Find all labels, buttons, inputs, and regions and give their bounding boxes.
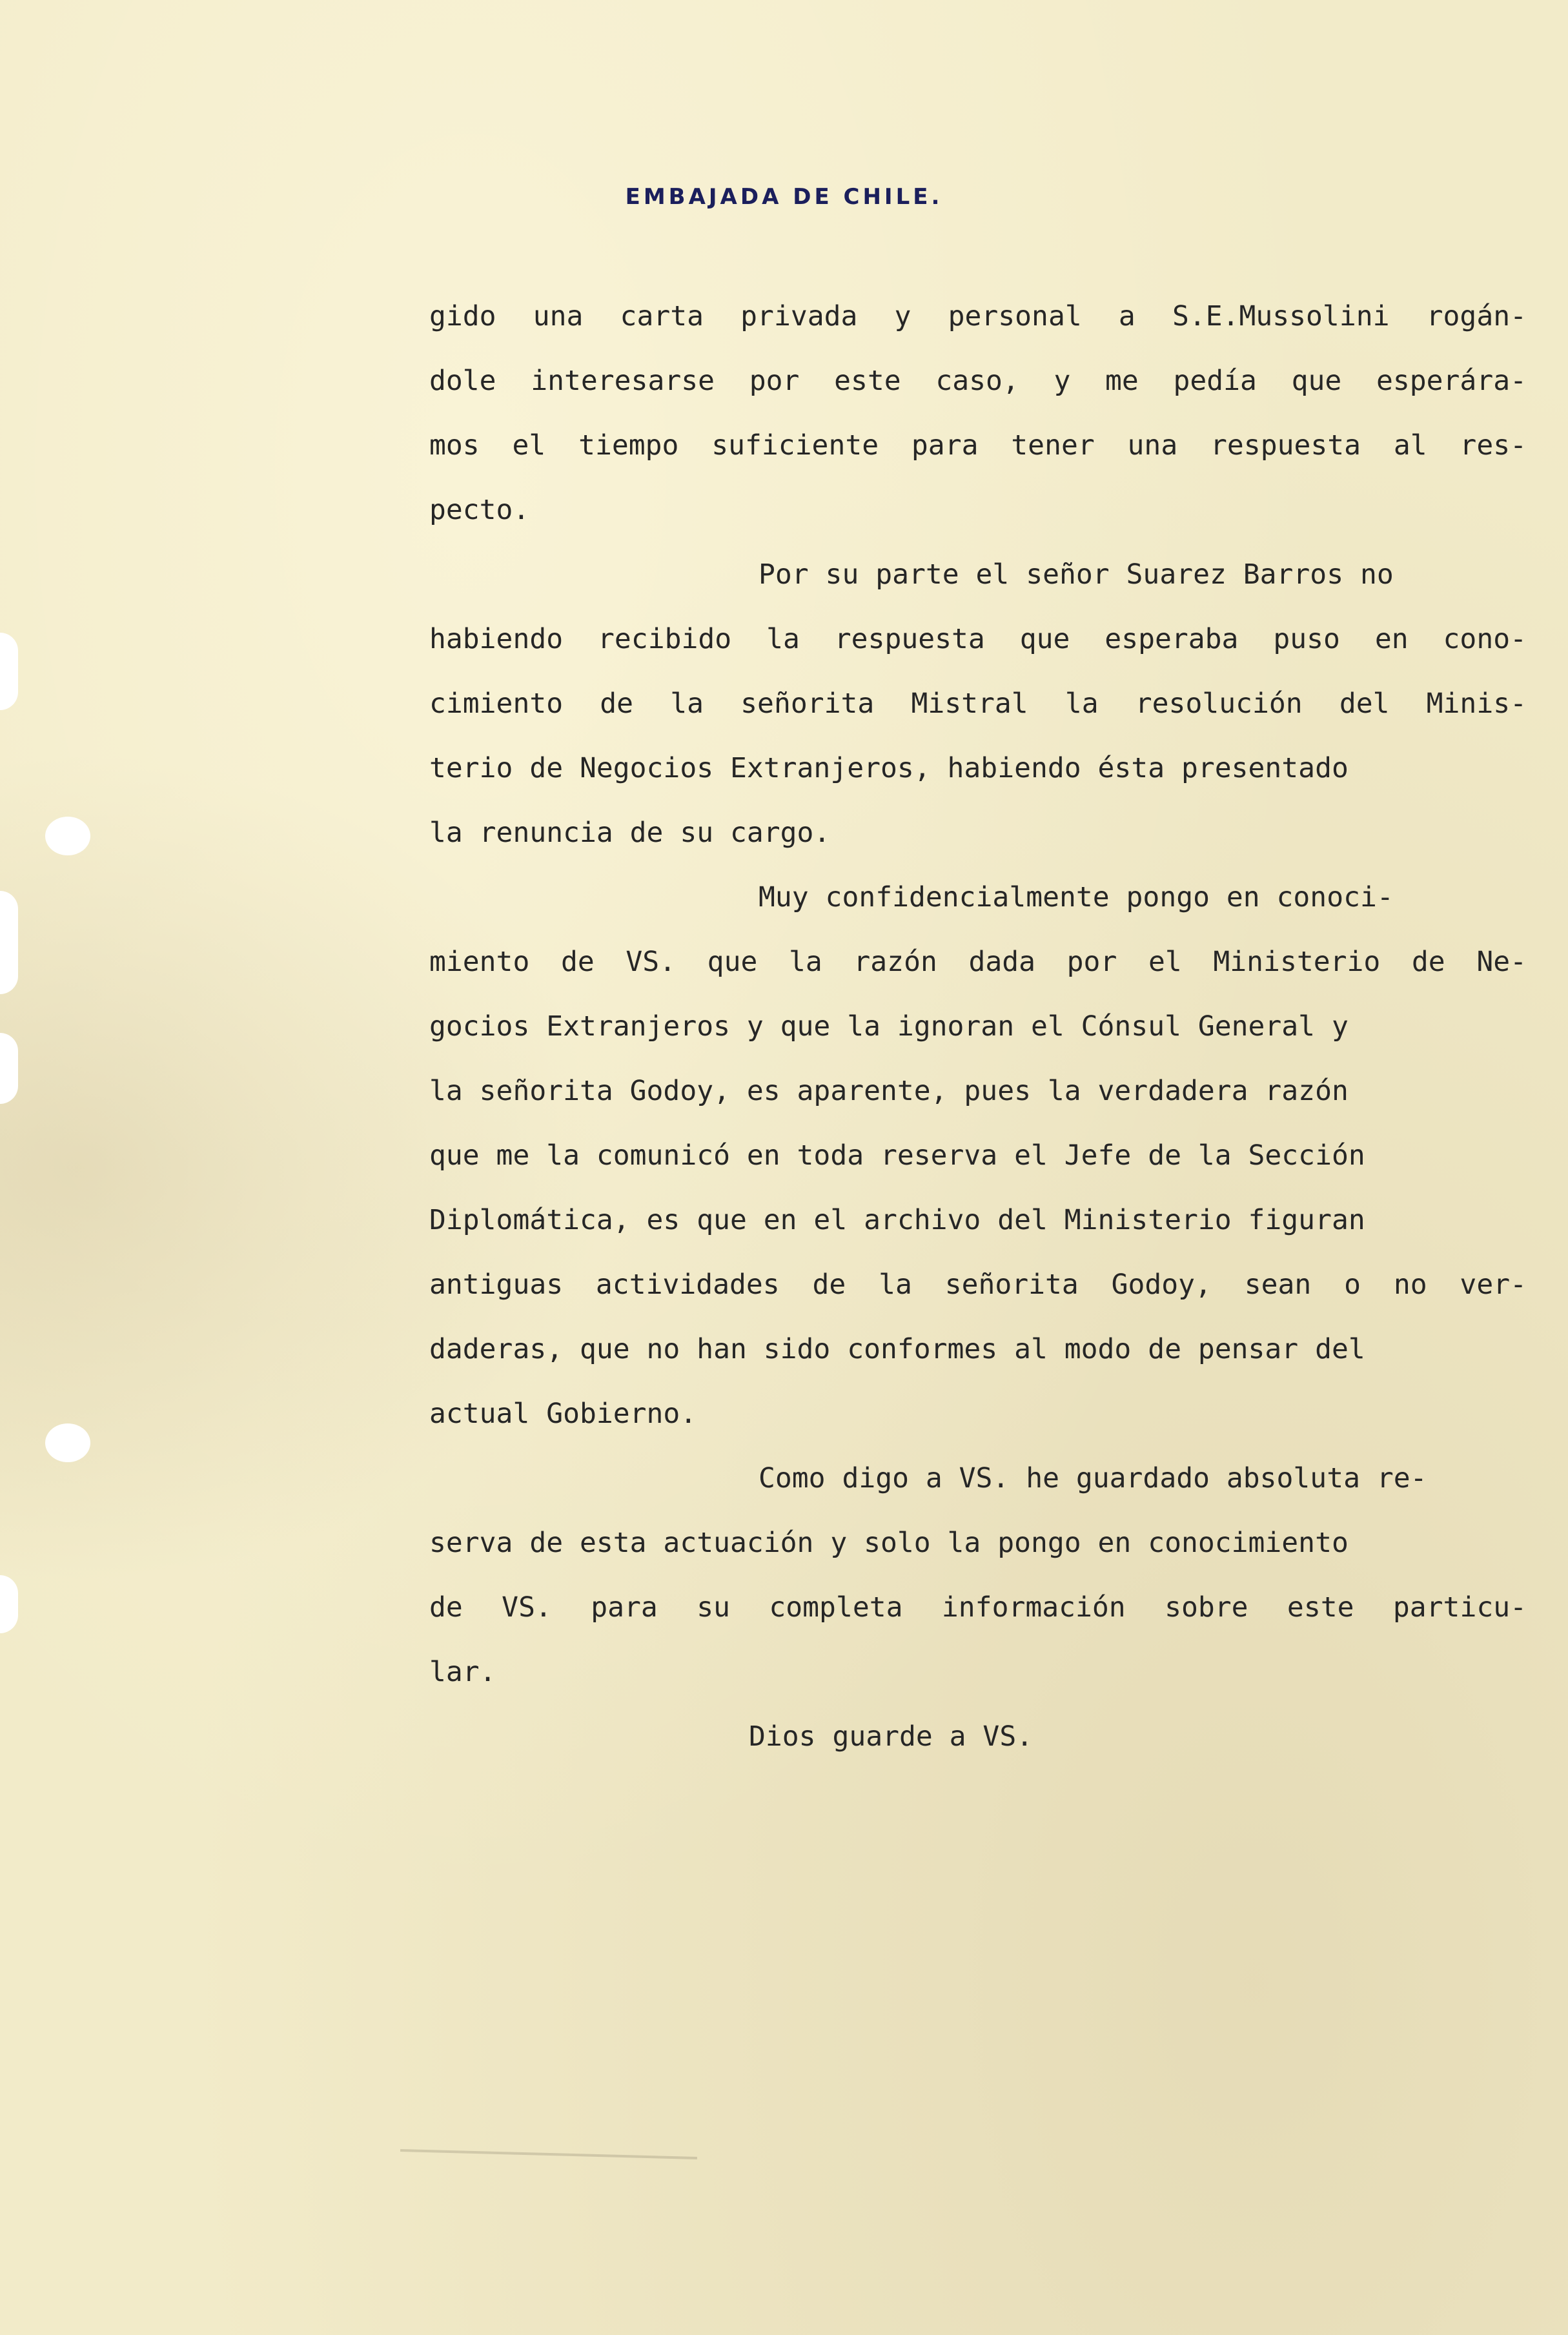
paper-edge-tear: [0, 891, 18, 994]
text-line: antiguas actividades de la señorita Godoy, sean o no ver-: [429, 1269, 1527, 1301]
faint-pencil-mark: [400, 2149, 697, 2159]
text-line: la señorita Godoy, es aparente, pues la verdadera razón: [429, 1075, 1349, 1107]
paragraph-start-line: Por su parte el señor Suarez Barros no: [759, 558, 1394, 591]
text-line: dole interesarse por este caso, y me pedía que esperára-: [429, 365, 1527, 397]
text-line: la renuncia de su cargo.: [429, 817, 831, 849]
text-line: actual Gobierno.: [429, 1398, 697, 1430]
paragraph-start-line: Como digo a VS. he guardado absoluta re-: [759, 1462, 1427, 1494]
letterhead: EMBAJADA DE CHILE.: [625, 184, 943, 210]
paper-edge-tear: [0, 1033, 18, 1104]
paragraph-start-line: Muy confidencialmente pongo en conoci-: [759, 881, 1394, 913]
letter-body: [429, 284, 1527, 1769]
text-line: gido una carta privada y personal a S.E.Mussolini rogán-: [429, 300, 1527, 332]
text-line: cimiento de la señorita Mistral la resolución del Minis-: [429, 688, 1527, 720]
text-line: gocios Extranjeros y que la ignoran el Cónsul General y: [429, 1010, 1349, 1043]
text-line: que me la comunicó en toda reserva el Jefe de la Sección: [429, 1139, 1365, 1172]
paper-edge-tear: [0, 1575, 18, 1633]
text-line: serva de esta actuación y solo la pongo en conocimiento: [429, 1527, 1349, 1559]
text-line: lar.: [429, 1656, 496, 1688]
text-line: daderas, que no han sido conformes al modo de pensar del: [429, 1333, 1365, 1365]
punch-hole: [45, 817, 90, 855]
text-line: terio de Negocios Extranjeros, habiendo ésta presentado: [429, 752, 1349, 784]
paper-edge-tear: [0, 633, 18, 710]
text-line: mos el tiempo suficiente para tener una respuesta al res-: [429, 429, 1527, 462]
closing-line: Dios guarde a VS.: [749, 1720, 1033, 1753]
text-line: de VS. para su completa información sobre este particu-: [429, 1591, 1527, 1624]
text-line: habiendo recibido la respuesta que esperaba puso en cono-: [429, 623, 1527, 655]
text-line: miento de VS. que la razón dada por el Ministerio de Ne-: [429, 946, 1527, 978]
text-line: Diplomática, es que en el archivo del Ministerio figuran: [429, 1204, 1365, 1236]
text-line: pecto.: [429, 494, 530, 526]
punch-hole: [45, 1423, 90, 1462]
